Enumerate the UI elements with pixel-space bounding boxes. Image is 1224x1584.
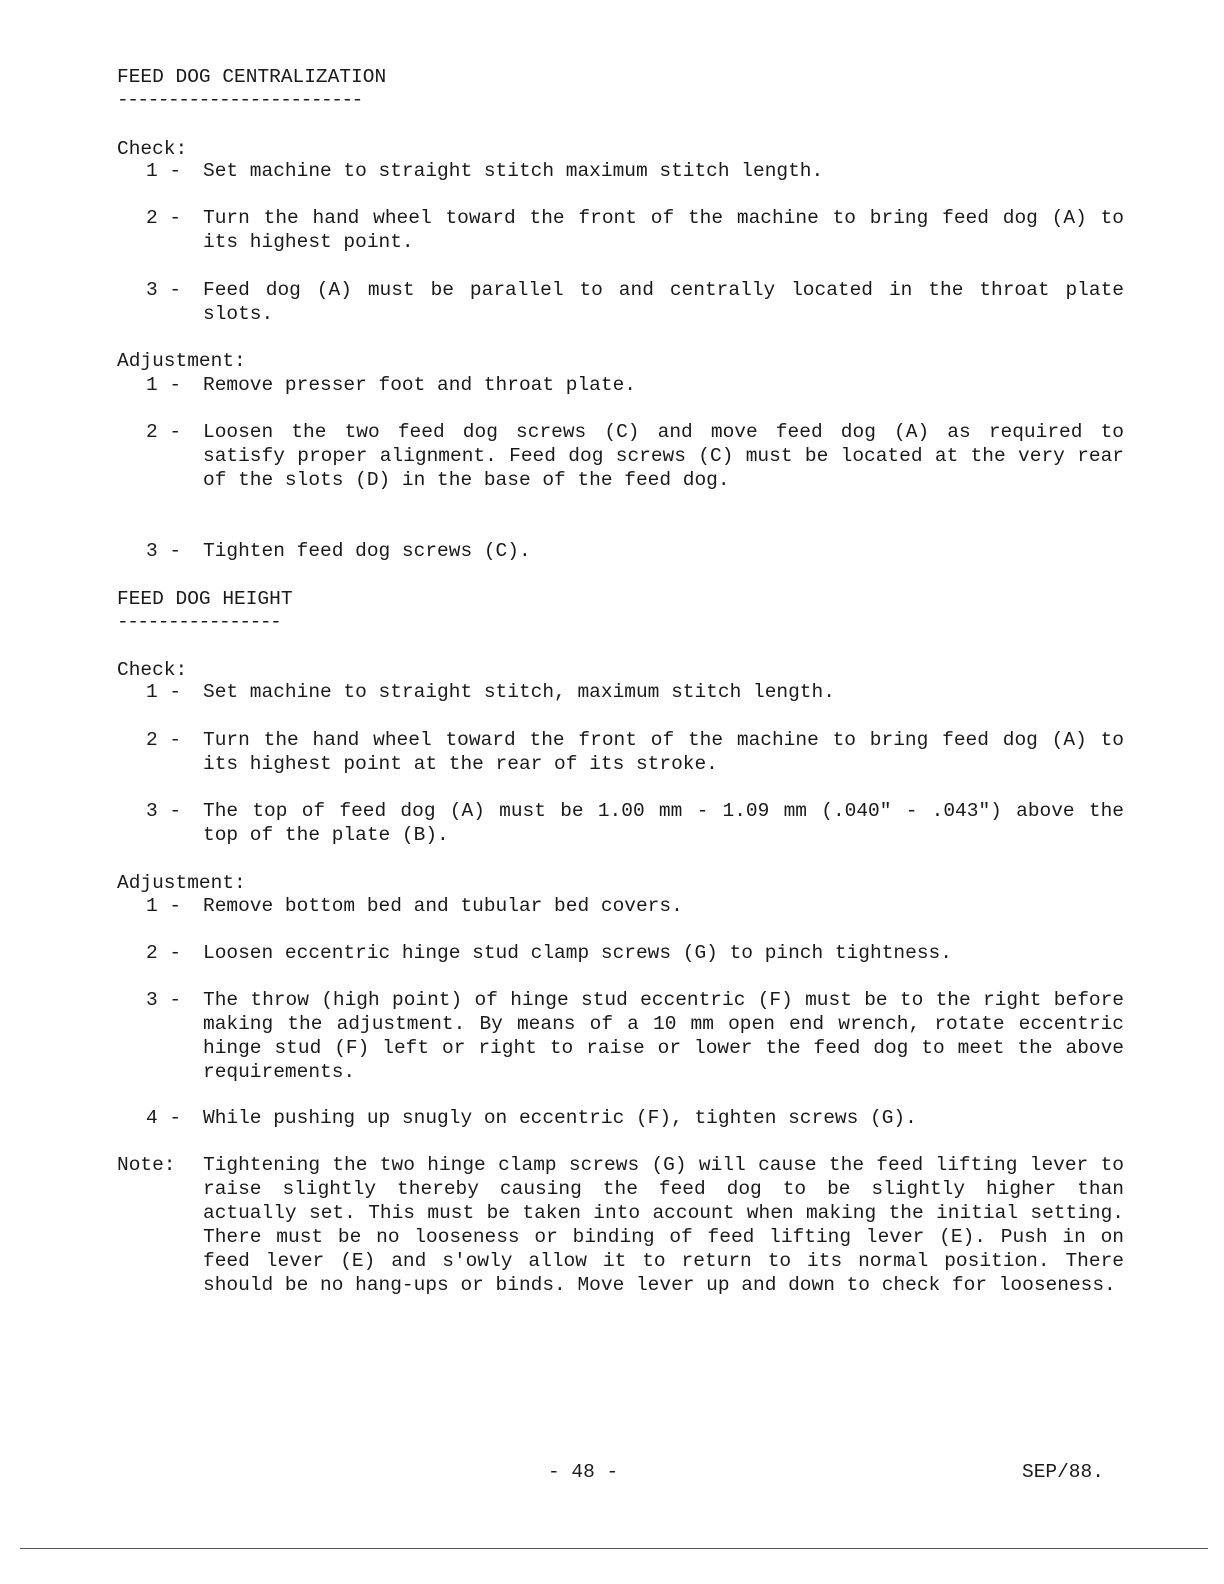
note-text: Tightening the two hinge clamp screws (G) will cause the feed lifting lever to raise slightly thereby causing the feed dog to be slightly higher than actually set. This must be taken into account when making the initial setting. There must be no looseness or binding of feed lifting lever (E). Push in on feed lever (E) and s'owly allow it to return to its normal position. There should be no hang-ups or binds. Move lever up and down to check for looseness.: [203, 1154, 1124, 1296]
step-text: Feed dog (A) must be parallel to and centrally located in the throat plate slots.: [203, 279, 1124, 325]
section-title-feed-dog-centralization: FEED DOG CENTRALIZATION: [117, 66, 387, 88]
adjust-step-2: [146, 941, 1124, 965]
adjustment-label: Adjustment:: [117, 350, 246, 372]
step-number: 3 -: [146, 279, 182, 301]
adjust-step-4: [146, 1106, 1124, 1130]
check-step-3: [146, 278, 1124, 326]
step-text: Remove presser foot and throat plate.: [203, 374, 636, 396]
step-text: Set machine to straight stitch, maximum stitch length.: [203, 681, 835, 703]
step-text: Loosen eccentric hinge stud clamp screws (G) to pinch tightness.: [203, 942, 952, 964]
note-block: [117, 1153, 1124, 1297]
step-number: 1 -: [146, 681, 182, 703]
step-number: 3 -: [146, 989, 182, 1011]
step-number: 3 -: [146, 800, 182, 822]
page-number: - 48 -: [548, 1461, 619, 1483]
step-number: 2 -: [146, 942, 182, 964]
step-number: 2 -: [146, 729, 182, 751]
check-step-3: [146, 799, 1124, 847]
step-text: The throw (high point) of hinge stud eccentric (F) must be to the right before making the adjustment. By means of a 10 mm open end wrench, rotate eccentric hinge stud (F) left or right to raise or lower the feed dog to meet the above requirements.: [203, 989, 1124, 1083]
step-text: While pushing up snugly on eccentric (F), tighten screws (G).: [203, 1107, 917, 1129]
adjust-step-1: [146, 373, 1124, 397]
step-text: The top of feed dog (A) must be 1.00 mm - 1.09 mm (.040" - .043") above the top of the plate (B).: [203, 800, 1124, 846]
step-number: 2 -: [146, 421, 182, 443]
adjust-step-1: [146, 894, 1124, 918]
step-number: 4 -: [146, 1107, 182, 1129]
title-underline: ----------------: [117, 611, 281, 633]
step-number: 2 -: [146, 207, 182, 229]
step-text: Set machine to straight stitch maximum stitch length.: [203, 160, 824, 182]
title-underline: ------------------------: [117, 89, 362, 111]
step-text: Turn the hand wheel toward the front of the machine to bring feed dog (A) to its highest point.: [203, 207, 1124, 253]
check-step-1: [146, 680, 1124, 704]
bottom-divider: [20, 1548, 1208, 1549]
note-label: Note:: [117, 1154, 176, 1176]
step-number: 1 -: [146, 895, 182, 917]
revision-date: SEP/88.: [1022, 1461, 1104, 1483]
step-text: Loosen the two feed dog screws (C) and move feed dog (A) as required to satisfy proper alignment. Feed dog screws (C) must be located at the very rear of the slots (D) in the base of the feed dog.: [203, 421, 1124, 491]
adjust-step-2: [146, 420, 1124, 492]
step-number: 1 -: [146, 160, 182, 182]
step-number: 1 -: [146, 374, 182, 396]
check-step-2: [146, 728, 1124, 776]
check-step-1: [146, 159, 1124, 183]
step-text: Tighten feed dog screws (C).: [203, 540, 531, 562]
check-label: Check:: [117, 659, 188, 681]
section-title-feed-dog-height: FEED DOG HEIGHT: [117, 588, 293, 610]
check-step-2: [146, 206, 1124, 254]
adjust-step-3: [146, 988, 1124, 1084]
step-number: 3 -: [146, 540, 182, 562]
step-text: Remove bottom bed and tubular bed covers.: [203, 895, 683, 917]
check-label: Check:: [117, 138, 188, 160]
step-text: Turn the hand wheel toward the front of the machine to bring feed dog (A) to its highest point at the rear of its stroke.: [203, 729, 1124, 775]
adjustment-label: Adjustment:: [117, 872, 246, 894]
adjust-step-3: [146, 539, 1124, 563]
